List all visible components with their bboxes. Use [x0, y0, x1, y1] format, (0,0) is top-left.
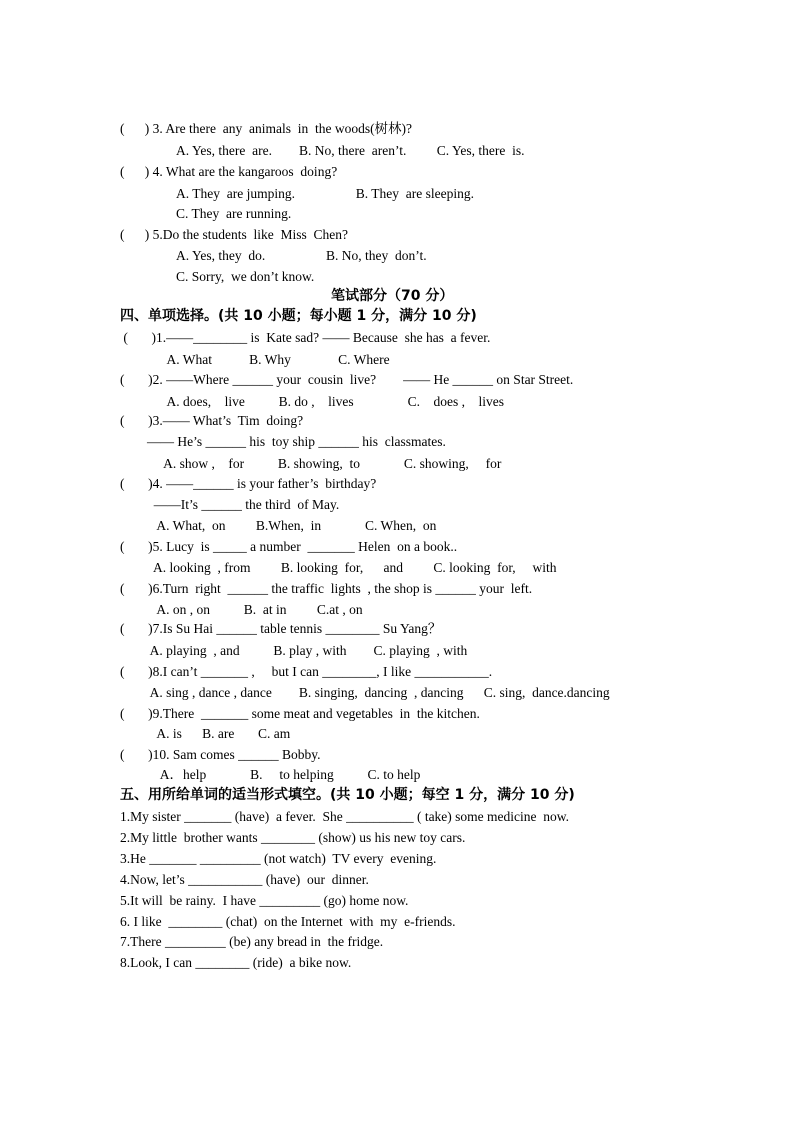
s5-line: 1.My sister _______ (have) a fever. She __________ ( take) some medicine now. [120, 809, 570, 824]
s4-line: ( )9.There _______ some meat and vegetables in the kitchen. [120, 706, 480, 721]
s4-line: A. sing , dance , dance B. singing, dancing , dancing C. sing, dance.dancing [120, 685, 610, 700]
s4-line: A．help B. to helping C. to help [120, 767, 421, 782]
s4-line: A. show , for B. showing, to C. showing, for [120, 456, 502, 471]
s5-line: 8.Look, I can ________ (ride) a bike now. [120, 955, 352, 970]
s4-line: ——It’s ______ the third of May. [120, 497, 340, 512]
s4-line: A. What, on B.When, in C. When, on [120, 518, 437, 533]
s4-line: A. is B. are C. am [120, 726, 291, 741]
s4-line: ( )5. Lucy is _____ a number _______ Helen on a book.. [120, 539, 458, 554]
s5-line: 4.Now, let’s ___________ (have) our dinner. [120, 872, 369, 887]
s4-line: ( )10. Sam comes ______ Bobby. [120, 747, 321, 762]
s4-line: ( )8.I can’t _______ , but I can ________, I like ___________. [120, 664, 493, 679]
s5-line: 5.It will be rainy. I have _________ (go) home now. [120, 893, 409, 908]
question-4-options-row1: A. They are jumping. B. They are sleeping. [176, 186, 474, 201]
s5-line: 7.There _________ (be) any bread in the fridge. [120, 934, 384, 949]
s4-line: ( )6.Turn right ______ the traffic lights , the shop is ______ your left. [120, 581, 533, 596]
s4-line: ( )3.—— What’s Tim doing? [120, 413, 304, 428]
s4-line: ( )1.——________ is Kate sad? —— Because she has a fever. [120, 330, 491, 345]
question-3: ( ) 3. Are there any animals in the woods(树林)? [120, 121, 413, 136]
s5-line: 3.He _______ _________ (not watch) TV every evening. [120, 851, 437, 866]
s4-line: A. looking , from B. looking for, and C. looking for, with [120, 560, 557, 575]
written-part-title: 笔试部分（70 分） [331, 288, 454, 304]
section4-heading: 四、单项选择。(共 10 小题；每小题 1 分，满分 10 分) [120, 308, 477, 324]
section5-heading: 五、用所给单词的适当形式填空。(共 10 小题；每空 1 分，满分 10 分) [120, 787, 575, 803]
s4-line: —— He’s ______ his toy ship ______ his classmates. [120, 434, 446, 449]
s4-line: A. on , on B. at in C.at , on [120, 602, 363, 617]
s4-line: ( )4. ——______ is your father’s birthday? [120, 476, 377, 491]
question-5-options-row2: C. Sorry, we don’t know. [176, 269, 315, 284]
s5-line: 2.My little brother wants ________ (show) us his new toy cars. [120, 830, 466, 845]
question-5-options-row1: A. Yes, they do. B. No, they don’t. [176, 248, 427, 263]
question-5: ( ) 5.Do the students like Miss Chen? [120, 227, 348, 242]
s4-line: ( )2. ——Where ______ your cousin live? —— He ______ on Star Street. [120, 372, 574, 387]
question-3-options: A. Yes, there are. B. No, there aren’t. C. Yes, there is. [176, 143, 525, 158]
s4-line: ( )7.Is Su Hai ______ table tennis ________ Su Yang？ [120, 621, 442, 636]
s4-line: A. playing , and B. play , with C. playing , with [120, 643, 468, 658]
s4-line: A. What B. Why C. Where [120, 352, 390, 367]
s5-line: 6. I like ________ (chat) on the Internet with my e-friends. [120, 914, 456, 929]
s4-line: A. does, live B. do , lives C. does , lives [120, 394, 504, 409]
question-4: ( ) 4. What are the kangaroos doing? [120, 164, 338, 179]
question-4-options-row2: C. They are running. [176, 206, 292, 221]
